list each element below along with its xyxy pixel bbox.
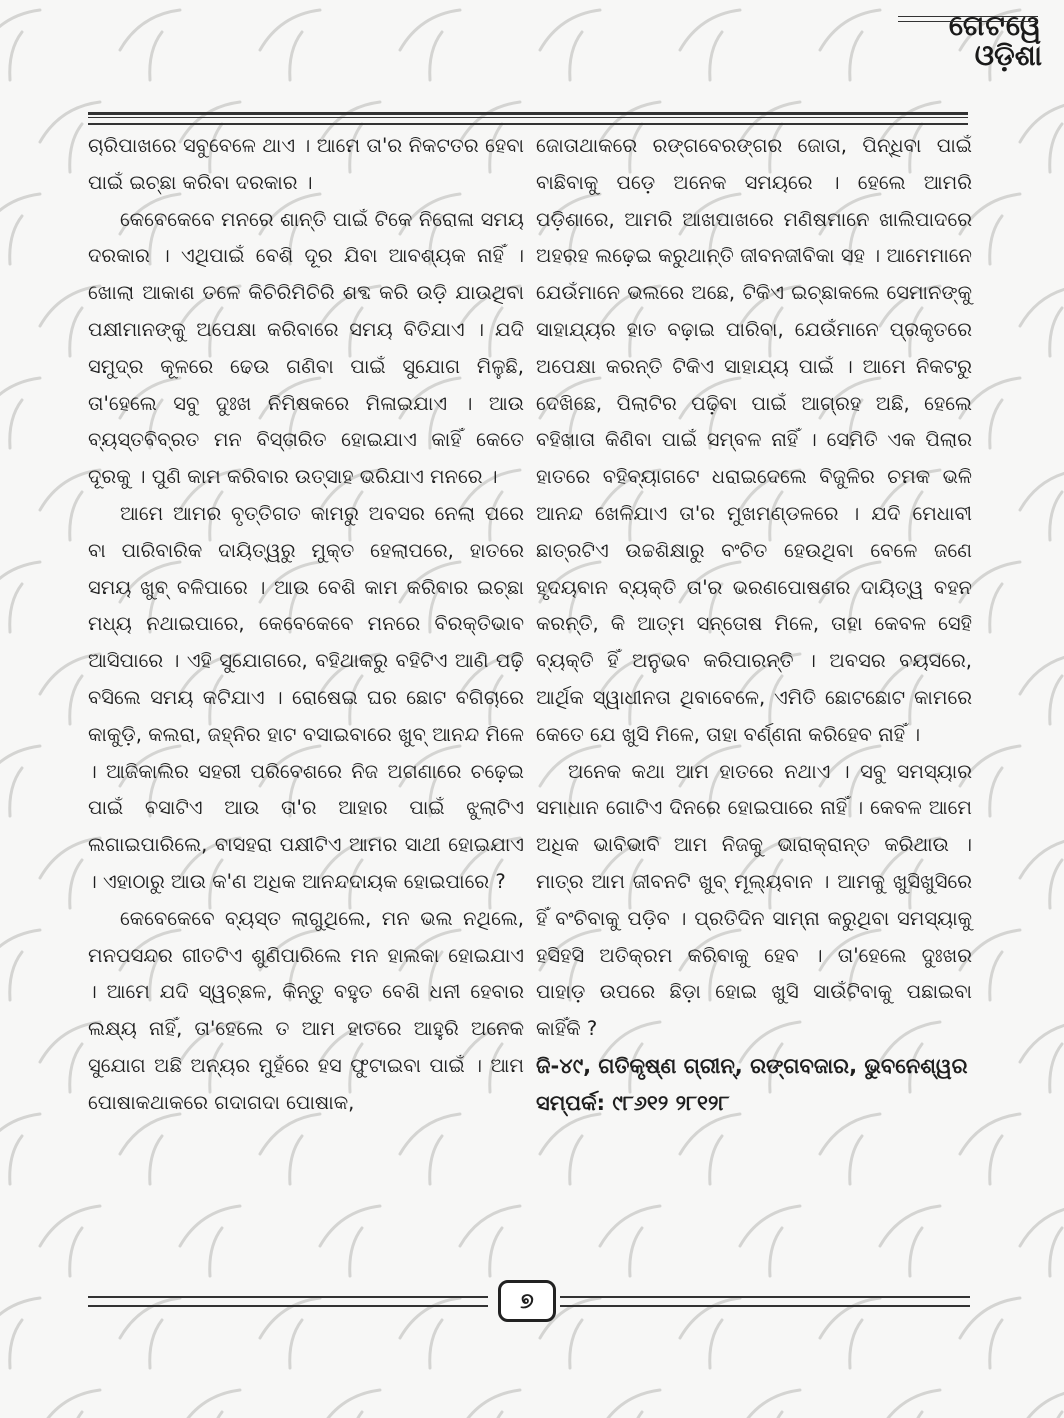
background-swoosh: [990, 400, 1002, 448]
background-swoosh: [0, 930, 40, 970]
left-column: [88, 128, 524, 1218]
background-swoosh: [10, 952, 22, 1000]
background-swoosh: [1050, 1044, 1062, 1092]
background-swoosh: [40, 1390, 100, 1418]
background-swoosh: [10, 32, 22, 80]
background-swoosh: [1050, 308, 1062, 356]
background-swoosh: [10, 584, 22, 632]
background-swoosh: [150, 32, 162, 80]
background-swoosh: [570, 1320, 582, 1368]
background-swoosh: [70, 308, 82, 356]
background-swoosh: [1050, 1412, 1062, 1418]
background-swoosh: [1020, 286, 1064, 326]
background-swoosh: [430, 1320, 442, 1368]
paragraph: ଜୋତାଥାକରେ ରଙ୍ଗବେରଙ୍ଗର ଜୋତା, ପିନ୍ଧିବା ପାଇଁ ବାଛିବାକୁ ପଡ଼େ ଅନେକ ସମୟରେ । ହେଲେ ଆମରି ପଡ଼ିଶାରେ, ଆମରି ଆଖପାଖରେ ମଣିଷମାନେ ଖାଲିପାଦରେ ଅହରହ ଲଢ଼େଇ କରୁଥାନ୍ତି ଜୀବନଜୀବିକା ସହ । ଆମେମାନେ ଯେଉଁମାନେ ଭଲରେ ଅଛେ, ଟିକିଏ ଇଚ୍ଛାକଲେ ସେମାନଙ୍କୁ ସାହାଯ୍ୟର ହାତ ବଢ଼ାଇ ପାରିବା, ଯେଉଁମାନେ ପ୍ରକୃତରେ ଅପେକ୍ଷା କରନ୍ତି ଟିକିଏ ସାହାଯ୍ୟ ପାଇଁ । ଆମେ ନିକଟରୁ ଦେଖିଛେ, ପିଲାଟିର ପଢ଼ିବା ପାଇଁ ଆଗ୍ରହ ଅଛି, ହେଲେ ବହିଖାତା କିଣିବା ପାଇଁ ସମ୍ବଳ ନାହିଁ । ସେମିତି ଏକ ପିଲାର ହାତରେ ବହିବ୍ୟାଗଟେ ଧରାଇଦେଲେ ବିଜୁଳିର ଚମକ ଭଳି ଆନନ୍ଦ ଖେଳିଯାଏ ତା'ର ମୁଖମଣ୍ଡଳରେ । ଯଦି ମେଧାବୀ ଛାତ୍ରଟିଏ ଉଚ୍ଚଶିକ୍ଷାରୁ ବଂଚିତ ହେଉଥିବା ବେଳେ ଜଣେ ହୃଦୟବାନ ବ୍ୟକ୍ତି ତା'ର ଭରଣପୋଷଣର ଦାୟିତ୍ୱ ବହନ କରନ୍ତି, କି ଆତ୍ମ ସନ୍ତୋଷ ମିଳେ, ତାହା କେବଳ ସେହି ବ୍ୟକ୍ତି ହିଁ ଅନୁଭବ କରିପାରନ୍ତି । ଅବସର ବୟସରେ, ଆର୍ଥିକ ସ୍ୱାଧୀନତା ଥିବାବେଳେ, ଏମିତି ଛୋଟଛୋଟ କାମରେ କେତେ ଯେ ଖୁସି ମିଳେ, ତାହା ବର୍ଣ୍ଣନା କରିହେବ ନାହିଁ ।: [536, 134, 972, 746]
background-swoosh: [210, 1412, 222, 1418]
background-swoosh: [490, 1228, 502, 1276]
background-swoosh: [70, 1044, 82, 1092]
background-swoosh: [290, 32, 302, 80]
background-swoosh: [290, 1320, 302, 1368]
background-swoosh: [1020, 838, 1064, 878]
background-swoosh: [10, 768, 22, 816]
background-swoosh: [990, 768, 1002, 816]
background-swoosh: [850, 32, 862, 80]
background-swoosh: [1050, 492, 1062, 540]
background-swoosh: [0, 378, 40, 418]
logo-stripe: [898, 16, 1038, 22]
background-swoosh: [770, 1228, 782, 1276]
background-swoosh: [1050, 860, 1062, 908]
paragraph: ଆମେ ଆମର ବୃତ୍ତିଗତ କାମରୁ ଅବସର ନେଲା ପରେ ବା ପାରିବାରିକ ଦାୟିତ୍ୱରୁ ମୁକ୍ତ ହେଲାପରେ, ହାତରେ ସମୟ ଖୁବ୍ ବଳିପାରେ । ଆଉ ବେଶି କାମ କରିବାର ଇଚ୍ଛା ମଧ୍ୟ ନଥାଇପାରେ, କେବେକେବେ ମନରେ ବିରକ୍ତିଭାବ ଆସିପାରେ । ଏହି ସୁଯୋଗରେ, ବହିଥାକରୁ ବହିଟିଏ ଆଣି ପଢ଼ି ବସିଲେ ସମୟ କଟିଯାଏ । ରୋଷେଇ ଘର ଛୋଟ ବଗିଚାରେ କାକୁଡ଼ି, କଲରା, ଜହ୍ନିର ହାଟ ବସାଇବାରେ ଖୁବ୍ ଆନନ୍ଦ ମିଳେ । ଆଜିକାଲିର ସହରୀ ପରିବେଶରେ ନିଜ ଅଗଣାରେ ଚଢ଼େଇ ପାଇଁ ବସାଟିଏ ଆଉ ତା'ର ଆହାର ପାଇଁ ଝୁଲାଟିଏ ଲଗାଇପାରିଲେ, ବାସହରା ପକ୍ଷୀଟିଏ ଆମର ସାଥୀ ହୋଇଯାଏ । ଏହାଠାରୁ ଆଉ କ'ଣ ଅଧିକ ଆନନ୍ଦଦାୟକ ହୋଇପାରେ ?: [88, 501, 524, 893]
paragraph: ଅନେକ କଥା ଆମ ହାତରେ ନଥାଏ । ସବୁ ସମସ୍ୟାର ସମାଧାନ ଗୋଟିଏ ଦିନରେ ହୋଇପାରେ ନାହିଁ । କେବଳ ଆମେ ଅଧିକ ଭାବିଭାବି ଆମ ନିଜକୁ ଭାରାକ୍ରାନ୍ତ କରିଥାଉ । ମାତ୍ର ଆମ ଜୀବନଟି ଖୁବ୍ ମୂଲ୍ୟବାନ । ଆମକୁ ଖୁସିଖୁସିରେ ହିଁ ବଂଚିବାକୁ ପଡ଼ିବ । ପ୍ରତିଦିନ ସାମ୍ନା କରୁଥିବା ସମସ୍ୟାକୁ ହସିହସି ଅତିକ୍ରମ କରିବାକୁ ହେବ । ତା'ହେଲେ ଦୁଃଖର ପାହାଡ଼ ଉପରେ ଛିଡ଼ା ହୋଇ ଖୁସି ସାଉଁଟିବାକୁ ପଛାଇବା କାହିଁକି ?: [536, 759, 972, 1041]
background-swoosh: [70, 1412, 82, 1418]
background-swoosh: [1050, 124, 1062, 172]
background-swoosh: [1020, 1206, 1064, 1246]
article-body: [88, 128, 972, 1218]
background-swoosh: [990, 216, 1002, 264]
background-swoosh: [350, 1412, 362, 1418]
page-number: ୭: [498, 1280, 556, 1322]
paragraph: କେବେକେବେ ବ୍ୟସ୍ତ ଲାଗୁଥିଲେ, ମନ ଭଲ ନଥିଲେ, ମନପସନ୍ଦର ଗୀତଟିଏ ଶୁଣିପାରିଲେ ମନ ହାଲକା ହୋଇଯାଏ । ଆମେ ଯଦି ସ୍ୱଚ୍ଛଳ, କିନ୍ତୁ ବହୁତ ବେଶି ଧନୀ ହେବାର ଲକ୍ଷ୍ୟ ନାହିଁ, ତା'ହେଲେ ତ ଆମ ହାତରେ ଆହୁରି ଅନେକ ସୁଯୋଗ ଅଛି ଅନ୍ୟର ମୁହଁରେ ହସ ଫୁଟାଇବା ପାଇଁ । ଆମ ପୋଷାକଥାକରେ ଗଦାଗଦା ପୋଷାକ,: [88, 906, 524, 1114]
background-swoosh: [820, 10, 880, 50]
background-swoosh: [540, 10, 600, 50]
background-swoosh: [10, 400, 22, 448]
paragraph: କେବେକେବେ ମନରେ ଶାନ୍ତି ପାଇଁ ଟିକେ ନିରୋଳା ସମୟ ଦରକାର । ଏଥିପାଇଁ ବେଶି ଦୂର ଯିବା ଆବଶ୍ୟକ ନାହିଁ । ଖୋଲା ଆକାଶ ତଳେ କିଚିରିମିଚିରି ଶବ୍ଦ କରି ଉଡ଼ି ଯାଉଥିବା ପକ୍ଷୀମାନଙ୍କୁ ଅପେକ୍ଷା କରିବାରେ ସମୟ ବିତିଯାଏ । ଯଦି ସମୁଦ୍ର କୂଳରେ ଢେଉ ଗଣିବା ପାଇଁ ସୁଯୋଗ ମିଳୁଛି, ତା'ହେଲେ ସବୁ ଦୁଃଖ ନିମିଷକରେ ମିଳାଇଯାଏ । ଆଉ ବ୍ୟସ୍ତବିବ୍ରତ ମନ ବିସ୍ତାରିତ ହୋଇଯାଏ କାହିଁ କେତେ ଦୂରକୁ । ପୁଣି କାମ କରିବାର ଉତ୍ସାହ ଭରିଯାଏ ମନରେ ।: [88, 207, 524, 489]
paragraph: ଚାରିପାଖରେ ସବୁବେଳେ ଥାଏ । ଆମେ ତା'ର ନିକଟତର ହେବା ପାଇଁ ଇଚ୍ଛା କରିବା ଦରକାର ।: [88, 134, 524, 194]
background-swoosh: [1050, 676, 1062, 724]
logo-line-1: ଗେଟୱେ: [948, 9, 1042, 42]
background-swoosh: [0, 10, 40, 50]
background-swoosh: [770, 1412, 782, 1418]
background-swoosh: [10, 216, 22, 264]
background-swoosh: [260, 10, 320, 50]
logo-line-2: ଓଡ଼ିଶା: [974, 39, 1042, 72]
background-swoosh: [880, 1390, 940, 1418]
background-swoosh: [430, 32, 442, 80]
background-swoosh: [70, 860, 82, 908]
background-swoosh: [710, 32, 722, 80]
background-swoosh: [990, 1136, 1002, 1184]
background-swoosh: [570, 32, 582, 80]
background-swoosh: [1020, 1022, 1064, 1062]
background-swoosh: [150, 1320, 162, 1368]
background-swoosh: [910, 1228, 922, 1276]
magazine-logo: [948, 9, 1042, 72]
background-swoosh: [990, 584, 1002, 632]
background-swoosh: [180, 1390, 240, 1418]
background-swoosh: [740, 1390, 800, 1418]
background-swoosh: [70, 676, 82, 724]
background-swoosh: [0, 1298, 40, 1338]
background-swoosh: [210, 1228, 222, 1276]
background-swoosh: [710, 1320, 722, 1368]
right-column: [536, 128, 972, 1218]
background-swoosh: [120, 10, 180, 50]
background-swoosh: [0, 562, 40, 602]
background-swoosh: [1050, 1228, 1062, 1276]
background-swoosh: [1020, 470, 1064, 510]
background-swoosh: [10, 1136, 22, 1184]
background-swoosh: [0, 1114, 40, 1154]
footer-rule-left: [88, 1296, 488, 1307]
background-swoosh: [10, 1320, 22, 1368]
background-swoosh: [490, 1412, 502, 1418]
background-swoosh: [990, 1320, 1002, 1368]
background-swoosh: [630, 1412, 642, 1418]
background-swoosh: [600, 1390, 660, 1418]
background-swoosh: [1020, 1390, 1064, 1418]
background-swoosh: [70, 1228, 82, 1276]
background-swoosh: [630, 1228, 642, 1276]
background-swoosh: [1020, 102, 1064, 142]
background-swoosh: [70, 492, 82, 540]
background-swoosh: [400, 10, 460, 50]
background-swoosh: [680, 10, 740, 50]
author-address: ଜି-୪୯, ଗତିକୃଷ୍ଣ ଗ୍ରୀନ୍, ରଙ୍ଗବଜାର, ଭୁବନେଶ୍ୱର: [536, 1053, 968, 1078]
background-swoosh: [0, 194, 40, 234]
author-contact: ସମ୍ପର୍କ: ୯୮୬୧୨ ୨୮୧୨୮: [536, 1090, 730, 1115]
background-swoosh: [320, 1390, 380, 1418]
background-swoosh: [0, 746, 40, 786]
background-swoosh: [1020, 654, 1064, 694]
background-swoosh: [850, 1320, 862, 1368]
background-swoosh: [70, 124, 82, 172]
footer-rule-right: [560, 1296, 970, 1307]
background-swoosh: [350, 1228, 362, 1276]
background-swoosh: [460, 1390, 520, 1418]
background-swoosh: [990, 952, 1002, 1000]
header-rule: [88, 112, 968, 125]
background-swoosh: [910, 1412, 922, 1418]
